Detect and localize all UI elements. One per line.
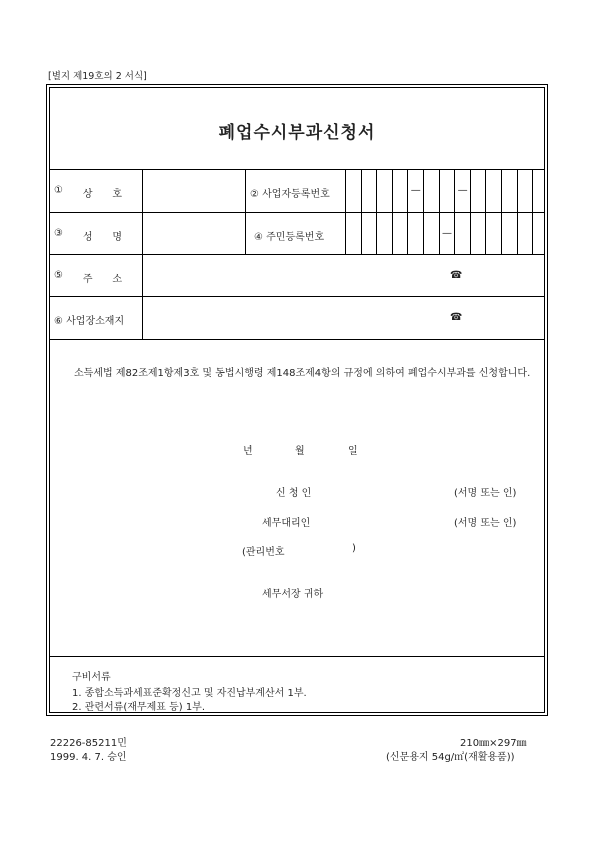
digit-cell[interactable] [470, 212, 486, 254]
business-location-label: ⑥ 사업장소재지 [54, 316, 125, 327]
required-document-item: 1. 종합소득과세표준확정신고 및 자진납부계산서 1부. [72, 688, 307, 699]
date-year: 년 [243, 446, 253, 457]
applicant-label: 신 청 인 [276, 488, 312, 499]
rule [245, 169, 246, 254]
addressee: 세무서장 귀하 [262, 589, 324, 600]
digit-cell[interactable]: — [439, 212, 455, 254]
date-month: 월 [295, 446, 305, 457]
digit-cell[interactable]: — [454, 169, 470, 212]
phone-icon: ☎ [450, 270, 463, 281]
digit-cell[interactable] [485, 212, 501, 254]
digit-cell[interactable] [376, 169, 392, 212]
rule [142, 169, 143, 339]
digit-cell[interactable] [407, 212, 423, 254]
date-day: 일 [348, 446, 358, 457]
digit-cell[interactable] [345, 212, 361, 254]
digit-cell[interactable] [392, 212, 408, 254]
resident-reg-no-label: ④ 주민등록번호 [254, 232, 325, 243]
digit-cell[interactable] [361, 212, 377, 254]
business-reg-no-label: ② 사업자등록번호 [250, 189, 330, 200]
business-reg-no-cells[interactable] [345, 169, 545, 212]
name-label: ③ 성 명 [54, 228, 122, 243]
digit-cell[interactable] [345, 169, 361, 212]
tax-agent-signature[interactable]: (서명 또는 인) [454, 518, 517, 529]
form-code: 22226-85211민 [50, 738, 127, 749]
applicant-signature[interactable]: (서명 또는 인) [454, 488, 517, 499]
rule [50, 254, 544, 255]
application-form [46, 84, 548, 716]
resident-reg-no-cells[interactable] [345, 212, 545, 254]
digit-cell[interactable]: — [407, 169, 423, 212]
digit-cell[interactable] [517, 212, 533, 254]
paper-spec: (신문용지 54g/㎡(재활용품)) [386, 752, 515, 763]
digit-cell[interactable] [485, 169, 501, 212]
management-number-open: (관리번호 [242, 547, 285, 558]
digit-cell[interactable] [501, 212, 517, 254]
digit-cell[interactable] [423, 169, 439, 212]
management-number-close: ) [352, 543, 356, 554]
approval-date: 1999. 4. 7. 승인 [50, 752, 127, 763]
digit-cell[interactable] [517, 169, 533, 212]
required-documents-heading: 구비서류 [72, 672, 111, 683]
form-reference: [별지 제19호의 2 서식] [48, 71, 147, 82]
rule [50, 296, 544, 297]
digit-cell[interactable] [501, 169, 517, 212]
form-inner-border [49, 87, 545, 713]
rule [50, 656, 544, 657]
digit-cell[interactable] [361, 169, 377, 212]
digit-cell[interactable] [470, 169, 486, 212]
tax-agent-label: 세무대리인 [262, 518, 311, 529]
form-title: 폐업수시부과신청서 [218, 123, 376, 143]
digit-cell[interactable] [439, 169, 455, 212]
digit-cell[interactable] [532, 169, 545, 212]
address-label: ⑤ 주 소 [54, 270, 122, 285]
paper-size: 210㎜×297㎜ [460, 738, 527, 749]
rule [50, 339, 544, 340]
trade-name-label: ① 상 호 [54, 185, 122, 200]
digit-cell[interactable] [376, 212, 392, 254]
required-document-item: 2. 관련서류(재무제표 등) 1부. [72, 702, 206, 713]
phone-icon: ☎ [450, 312, 463, 323]
digit-cell[interactable] [392, 169, 408, 212]
digit-cell[interactable] [454, 212, 470, 254]
request-statement: 소득세법 제82조제1항제3호 및 동법시행령 제148조제4항의 규정에 의하여 폐업수시부과를 신청합니다. [74, 368, 531, 379]
digit-cell[interactable] [532, 212, 545, 254]
digit-cell[interactable] [423, 212, 439, 254]
